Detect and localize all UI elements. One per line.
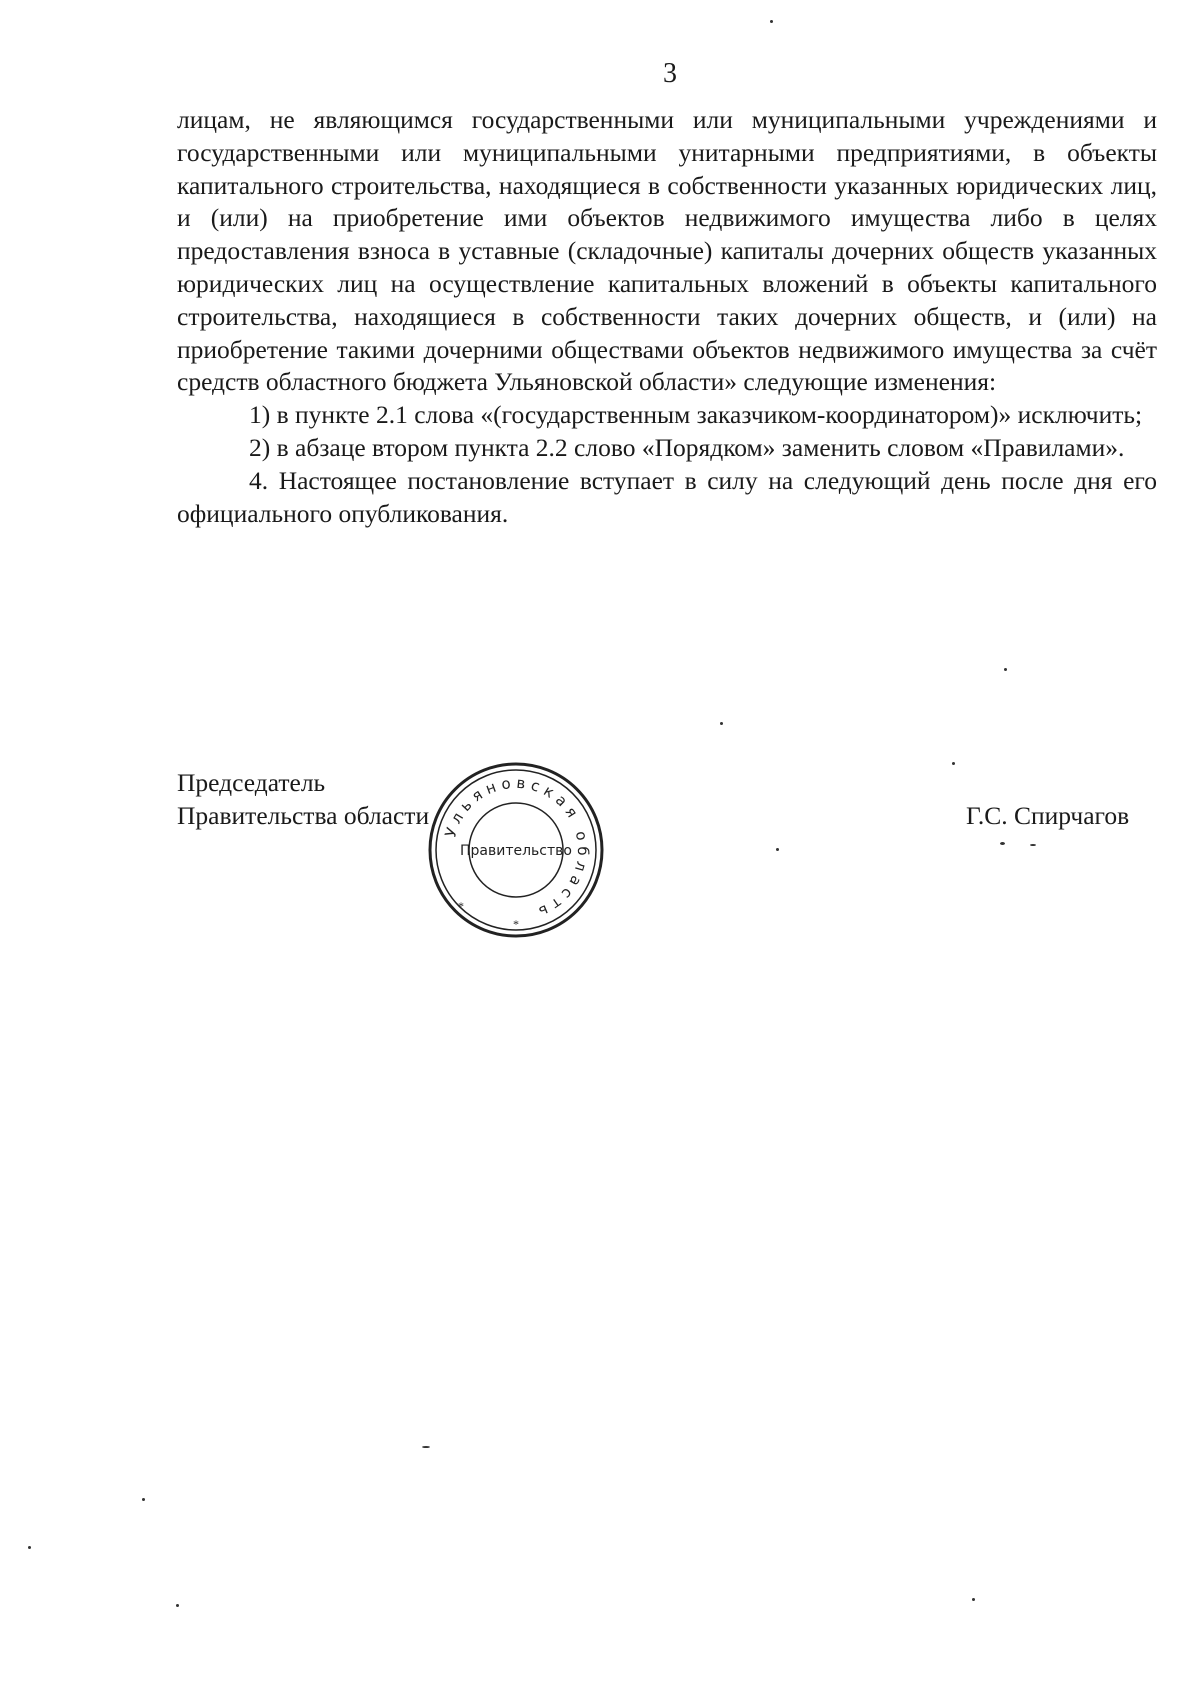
seal-center-text: Правительство [460, 843, 572, 859]
official-seal [426, 760, 606, 940]
scan-speck [770, 20, 773, 23]
signatory-position-line-1: Председатель [177, 768, 326, 797]
signatory-position-line-2: Правительства области [177, 801, 430, 830]
scan-speck [972, 1598, 975, 1601]
scan-speck [1030, 844, 1036, 846]
paragraph-continuation: лицам, не являющимся государственными или муниципальными учреждениями и государственными или муниципальными унитарными предприятиями, в объекты капитального строительства, находящиеся в собственности указанных юридических лиц, и (или) на приобретение ими объектов недвижимого имущества либо в целях предоставления взноса в уставные (складочные) капиталы дочерних обществ указанных юридических лиц на осуществление капитальных вложений в объекты капитального строительства, находящиеся в собственности таких дочерних обществ, и (или) на приобретение такими дочерними обществами объектов недвижимого имущества за счёт средств областного бюджета Ульяновской области» следующие изменения: [177, 105, 1157, 397]
document-body [177, 104, 1157, 530]
scan-speck [1000, 842, 1005, 845]
signatory-position [177, 766, 429, 832]
scan-speck [142, 1498, 145, 1501]
paragraph-clause-4: 4. Настоящее постановление вступает в силу на следующий день после дня его официального опубликования. [177, 465, 1157, 528]
scan-speck [776, 848, 779, 851]
seal-star-icon: * [513, 917, 519, 931]
scan-speck [422, 1446, 430, 1448]
scan-speck [952, 762, 955, 765]
scan-speck [176, 1604, 179, 1607]
seal-ring-text: Ульяновская область [441, 773, 593, 923]
seal-star-icon: * [458, 899, 464, 913]
page-number: 3 [663, 58, 677, 89]
signatory-name: Г.С. Спирчагов [966, 801, 1130, 830]
scan-speck [28, 1546, 31, 1549]
paragraph-item-2: 2) в абзаце втором пункта 2.2 слово «Порядком» заменить словом «Правилами». [249, 432, 1125, 462]
paragraph-item-1: 1) в пункте 2.1 слова «(государственным заказчиком-координатором)» исключить; [249, 400, 1143, 430]
scan-speck [720, 722, 723, 725]
scan-speck [1004, 668, 1007, 671]
